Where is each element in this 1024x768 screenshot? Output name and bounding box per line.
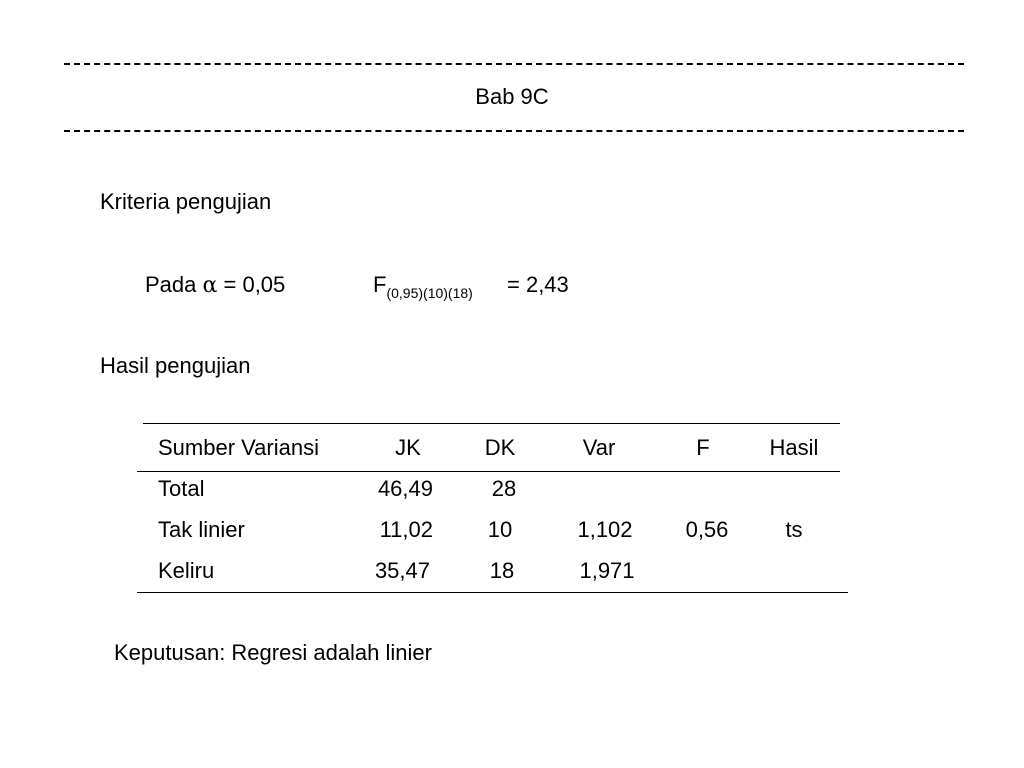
criteria-heading: Kriteria pengujian — [100, 189, 272, 214]
table-header-rule — [137, 471, 840, 472]
f-symbol: F — [373, 272, 387, 297]
header-var: Var — [582, 435, 616, 460]
f-table-label — [373, 272, 473, 301]
table-bottom-rule — [137, 592, 848, 593]
header-hasil: Hasil — [769, 435, 819, 460]
table-top-rule — [143, 423, 840, 424]
decision-statement: Keputusan: Regresi adalah linier — [114, 640, 432, 665]
f-table-value: = 2,43 — [507, 272, 569, 297]
cell-sumber: Keliru — [158, 558, 215, 583]
f-subscript: (0,95)(10)(18) — [386, 285, 473, 301]
bottom-dashed-divider — [64, 130, 964, 132]
header-jk: JK — [395, 435, 421, 460]
header-sumber-variansi: Sumber Variansi — [158, 435, 319, 460]
alpha-symbol: α — [202, 273, 218, 298]
cell-sumber: Tak linier — [158, 517, 245, 542]
cell-sumber: Total — [158, 476, 205, 501]
cell-jk: 35,47 — [374, 558, 430, 583]
cell-jk: 11,02 — [379, 517, 433, 542]
cell-jk: 46,49 — [377, 476, 433, 501]
cell-f: 0,56 — [685, 517, 729, 542]
header-f: F — [696, 435, 710, 460]
cell-var: 1,971 — [579, 558, 635, 583]
alpha-value: = 0,05 — [223, 272, 286, 297]
page-title: Bab 9C — [475, 84, 549, 109]
header-dk: DK — [484, 435, 516, 460]
cell-dk: 10 — [487, 517, 513, 542]
results-heading: Hasil pengujian — [100, 353, 251, 378]
cell-dk: 28 — [491, 476, 517, 501]
pada-label: Pada — [145, 272, 197, 297]
cell-hasil: ts — [785, 517, 803, 542]
cell-var: 1,102 — [577, 517, 633, 542]
cell-dk: 18 — [489, 558, 515, 583]
alpha-statement — [145, 274, 285, 297]
top-dashed-divider — [64, 63, 964, 65]
